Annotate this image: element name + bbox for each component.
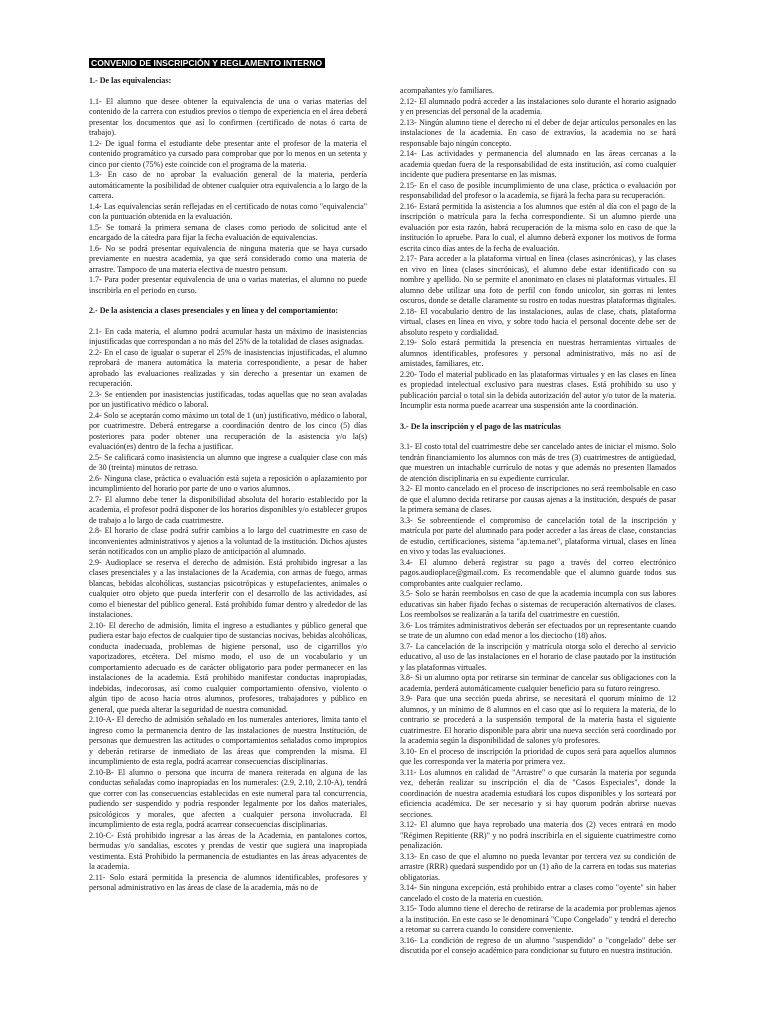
document-title: CONVENIO DE INSCRIPCIÓN Y REGLAMENTO INTERNO <box>89 58 325 68</box>
paragraph: 3.3- Se sobreentiende el compromiso de cancelación total de la inscripción y matrícula por parte del alumnado para poder acceder a las áreas de clase, constancias de estudio, certificaciones, sistema "ap.tema.net", plataforma virtual, clases en línea en vivo y todas las evaluaciones. <box>400 515 676 556</box>
paragraph: 3.2- El monto cancelado en el proceso de inscripciones no será reembolsable en caso de que el alumno decida retirarse por causas ajenas a la institución, después de pasar la primera semana de clases. <box>400 484 676 514</box>
section-heading: 3.- De la inscripción y el pago de las matrículas <box>400 421 561 431</box>
paragraph: 2.3- Se entienden por inasistencias justificadas, todas aquellas que no sean avaladas por un justificativo médico o laboral. <box>89 389 367 409</box>
paragraph: 2.12- El alumnado podrá acceder a las instalaciones solo durante el horario asignado y en presencias del personal de la academia. <box>400 96 676 116</box>
paragraph: 3.8- Si un alumno opta por retirarse sin terminar de cancelar sus obligaciones con la academia, perderá automáticamente cualquier beneficio para su futuro reingreso. <box>400 673 676 693</box>
section-heading: 2.- De la asistencia a clases presenciales y en línea y del comportamiento: <box>89 306 339 315</box>
paragraph: 1.5- Se tomará la primera semana de clases como periodo de solicitud ante el encargado de la cátedra para fijar la fecha evaluación de equivalencias. <box>89 222 367 242</box>
left-column-body <box>89 76 367 894</box>
left-column <box>89 58 367 894</box>
paragraph: 3.7- La cancelación de la inscripción y matrícula otorga solo el derecho al servicio educativo, al uso de las instalaciones en el horario de clase pautado por la institución y las plataformas virtuales. <box>400 641 676 672</box>
paragraph: 1.6- No se podrá presentar equivalencia de ninguna materia que se haya cursado previamente en nuestra academia, ya que será considerado como una materia de arrastre. Tampoco de una materia electiva de nuestro pensum. <box>89 243 367 274</box>
paragraph: 2.10-A- El derecho de admisión señalado en los numerales anteriores, limita tanto el ingreso como la permanencia dentro de las instalaciones de nuestra Institución, de personas que demuestren las actitudes o comportamientos señalados como impropios y deberán retirarse de inmediato de las áreas que comprenden la misma. El incumplimiento de esta regla, podrá acarrear consecuencias disciplinarias. <box>89 715 367 766</box>
paragraph: 2.19- Solo estará permitida la presencia en nuestras herramientas virtuales de alumnos identificables, profesores y personal administrativo, más no así de amistades, familiares, etc. <box>400 338 676 368</box>
paragraph: 2.14- Las actividades y permanencia del alumnado en las áreas cercanas a la academia quedan fuera de la responsabilidad de esta institución, así como cualquier incidente que pudiera presentarse en las mismas. <box>400 149 676 179</box>
right-column <box>400 86 676 957</box>
paragraph: 3.10- En el proceso de inscripción la prioridad de cupos será para aquellos alumnos que les corresponda ver la materia por primera vez. <box>400 746 676 766</box>
paragraph: 2.8- El horario de clase podrá sufrir cambios a lo largo del cuatrimestre en caso de inconvenientes administrativos y ajenos a la voluntad de la institución. Dichos ajustes serán notificados con un amplio plazo de anticipación al alumnado. <box>89 526 367 556</box>
paragraph: 2.17- Para acceder a la plataforma virtual en línea (clases asincrónicas), y las clases en vivo en línea (clases sincrónicas), el alumno debe estar identificado con su nombre y apellido. No se permite el anonimato en clases ni plataformas virtuales. El alumno debe utilizar una foto de perfil con fondo unicolor, sin gorras ni lentes oscuros, donde se detalle claramente su rostro en todas nuestras plataformas digitales. <box>400 254 676 305</box>
paragraph: acompañantes y/o familiares. <box>400 86 495 95</box>
paragraph: 3.1- El costo total del cuatrimestre debe ser cancelado antes de iniciar el mismo. Solo tendrán financiamiento los alumnos con más de tres (3) cuatrimestres de antigüedad, que muestren un intachable currículo de notas y que además no presenten llamados de atención disciplinaria en su expediente curricular. <box>400 442 676 483</box>
paragraph: 2.18- El vocabulario dentro de las instalaciones, aulas de clase, chats, plataforma virtual, clases en línea en vivo, y sobre todo hacia el personal docente debe ser de absoluto respeto y cordialidad. <box>400 306 676 337</box>
paragraph: 3.5- Solo se harán reembolsos en caso de que la academia incumpla con sus labores educativas sin haber fijado fechas o sistemas de recuperación alternativos de clases. Los reembolsos se realizarán a la tarifa del cuatrimestre en cuestión. <box>400 589 676 619</box>
paragraph: 2.4- Solo se aceptarán como máximo un total de 1 (un) justificativo, médico o laboral, por cuatrimestre. Deberá entregarse a coordinación dentro de los cinco (5) días posteriores para poder obtener una recuperación de la asistencia y/o la(s) evaluación(es) dentro de la fecha a justificar. <box>89 410 367 451</box>
paragraph: 1.3- En caso de no aprobar la evaluación general de la materia, perdería automáticamente la posibilidad de obtener cualquier otra equivalencia a lo largo de la carrera. <box>89 170 367 200</box>
paragraph: 2.13- Ningún alumno tiene el derecho ni el deber de dejar artículos personales en las instalaciones de la academia. En caso de extravíos, la academia no se hará responsable bajo ningún concepto. <box>400 117 676 148</box>
section-heading: 1.- De las equivalencias: <box>89 76 172 85</box>
paragraph: 3.4- El alumno deberá registrar su pago a través del correo electrónico pagos.audioplace@gmail.com. Es recomendable que el alumno guarde todos sus comprobantes ante cualquier reclamo. <box>400 557 676 588</box>
paragraph: 2.16- Estará permitida la asistencia a los alumnos que estén al día con el pago de la inscripción o matrícula para la fecha correspondiente. Si un alumno pierde una evaluación por esta razón, habrá recuperación de la misma solo en caso de que la institución lo apruebe. Para lo cual, el alumno deberá exponer los motivos de forma escrita cinco días antes de la fecha de evaluación. <box>400 201 676 253</box>
paragraph: 2.20- Todo el material publicado en las plataformas virtuales y en las clases en línea es propiedad intelectual exclusivo para nuestras clases. Está prohibido su uso y publicación parcial o total sin la debida autorización del autor y/o tutor de la materia. Incumplir esta norma puede acarrear una suspensión ante la coordinación. <box>400 369 676 410</box>
section-gap <box>400 412 676 422</box>
paragraph: 3.13- En caso de que el alumno no pueda levantar por tercera vez su condición de arrastre (RRR) quedará suspendido por un (1) año de la carrera en todas sus materias obligatorias. <box>400 851 676 882</box>
paragraph: 2.7- El alumno debe tener la disponibilidad absoluta del horario establecido por la academia, el profesor podrá disponer de los horarios disponibles y/o establecer grupos de trabajo a lo largo de cada cuatrimestre. <box>89 494 367 525</box>
paragraph: 2.10-C- Está prohibido ingresar a las áreas de la Academia, en pantalones cortos, bermudas y/o sandalias, escotes y prendas de vestir que sugiera una inapropiada vestimenta. Está Prohibido la permanencia de estudiantes en las áreas adyacentes de la academia. <box>89 830 367 871</box>
section-gap <box>89 296 367 306</box>
paragraph: 2.1- En cada materia, el alumno podrá acumular hasta un máximo de inasistencias injustificadas que correspondan a no más del 25% de la totalidad de clases asignadas. <box>89 326 367 346</box>
paragraph: 2.2- En el caso de igualar o superar el 25% de inasistencias injustificadas, el alumno reprobará de manera automática la materia correspondiente, a pesar de haber aprobado las evaluaciones realizadas y sin derecho a presentar un examen de recuperación. <box>89 347 367 388</box>
paragraph: 1.4- Las equivalencias serán reflejadas en el certificado de notas como "equivalencia" con la puntuación obtenida en la evaluación. <box>89 201 367 221</box>
right-column-body <box>400 86 676 957</box>
paragraph: 3.6- Los trámites administrativos deberán ser efectuados por un representante cuando se trate de un alumno con edad menor a los dieciocho (18) años. <box>400 620 676 640</box>
paragraph: 2.9- Audioplace se reserva el derecho de admisión. Está prohibido ingresar a las clases presenciales y a las instalaciones de la Academia, con armas de fuego, armas blancas, bebidas alcohólicas, sustancias psicotrópicas y estupefacientes, animales o cualquier otro objeto que pueda interferir con el desarrollo de las actividades, así como el bienestar del público general. Está prohibido fumar dentro y alrededor de las instalaciones. <box>89 557 367 619</box>
paragraph: 2.10-B- El alumno o persona que incurra de manera reiterada en alguna de las conductas señaladas como inapropiadas en los numerales: (2.9, 2.10, 2.10-A), tendrá que correr con las consecuencias establecidas en este numeral para tal concurrencia, pudiendo ser suspendido y podría responder legalmente por los daños materiales, psicológicos y morales, que afecten a cualquier persona involucrada. El incumplimiento de esta regla, podrá acarrear consecuencias disciplinarias. <box>89 767 367 829</box>
paragraph: 3.12- El alumno que haya reprobado una materia dos (2) veces entrará en modo "Régimen Repitiente (RR)" y no podrá inscribirla en el siguiente cuatrimestre como penalización. <box>400 820 676 850</box>
paragraph: 1.7- Para poder presentar equivalencia de una o varias materias, el alumno no puede inscribirla en el periodo en curso. <box>89 275 367 295</box>
paragraph: 2.10- El derecho de admisión, limita el ingreso a estudiantes y público general que pudiera estar bajo efectos de cualquier tipo de sustancias nocivas, bebidas alcohólicas, conducta inadecuada, problemas de higiene personal, uso de cigarrillos y/o vaporizadores, etcétera. Del mismo modo, el uso de un vocabulario y un comportamiento adecuado es de carácter obligatorio para poder permanecer en las instalaciones de la academia. Está prohibido manifestar conductas inapropiadas, indebidas, indecorosas, así como cualquier comportamiento ofensivo, violento o algún tipo de acoso hacia otros alumnos, profesores, trabajadores y público en general, que pueda alterar la seguridad de nuestra comunidad. <box>89 620 367 714</box>
paragraph: 3.14- Sin ninguna excepción, está prohibido entrar a clases como "oyente" sin haber cancelado el costo de la materia en cuestión. <box>400 883 676 903</box>
paragraph: 3.9- Para que una sección pueda abrirse, se necesitará el quorum mínimo de 12 alumnos, y un mínimo de 8 alumnos en el caso que así lo requiera la materia, de lo contrario se procederá a la suspensión temporal de la materia hasta el siguiente cuatrimestre. El horario disponible para abrir una nueva sección será coordinado por la academia según la disponibilidad de salones y/o profesores. <box>400 694 676 745</box>
paragraph: 3.11- Los alumnos en calidad de "Arrastre" o que cursarán la materia por segunda vez, deberán realizar su inscripción el día de "Casos Especiales", donde la coordinación de nuestra academia estudiará los cupos disponibles y los sorteará por eficiencia académica. De ser necesario y si hay quorum podrán abrirse nuevas secciones. <box>400 767 676 819</box>
paragraph: 2.5- Se calificará como inasistencia un alumno que ingrese a cualquier clase con más de 30 (treinta) minutos de retraso. <box>89 452 367 472</box>
paragraph: 3.16- La condición de regreso de un alumno "suspendido" o "congelado" debe ser discutida por el consejo académico para condicionar su futuro en nuestra institución. <box>400 935 676 955</box>
paragraph: 3.15- Todo alumno tiene el derecho de retirarse de la academia por problemas ajenos a la institución. En este caso se le denominará "Cupo Congelado" y tendrá el derecho a retomar su carrera cuando lo considere conveniente. <box>400 904 676 934</box>
paragraph: 2.11- Solo estará permitida la presencia de alumnos identificables, profesores y personal administrativo en las áreas de clase de la academia, más no de <box>89 872 367 892</box>
paragraph: 1.1- El alumno que desee obtener la equivalencia de una o varias materias del contenido de la carrera con estudios previos o tiempo de experiencia en el área deberá presentar los documentos que así lo confirmen (certificado de notas ó carta de trabajo). <box>89 96 367 137</box>
paragraph: 1.2- De igual forma el estudiante debe presentar ante el profesor de la materia el contenido programático ya cursado para comprobar que por lo menos en un setenta y cinco por ciento (75%) este coincide con el programa de la materia. <box>89 138 367 169</box>
paragraph: 2.6- Ninguna clase, práctica o evaluación está sujeta a reposición o aplazamiento por incumplimiento del horario por parte de uno o varios alumnos. <box>89 473 367 493</box>
paragraph: 2.15- En el caso de posible incumplimiento de una clase, práctica o evaluación por responsabilidad del profesor o la academia, se fijará la fecha para su recuperación. <box>400 180 676 200</box>
